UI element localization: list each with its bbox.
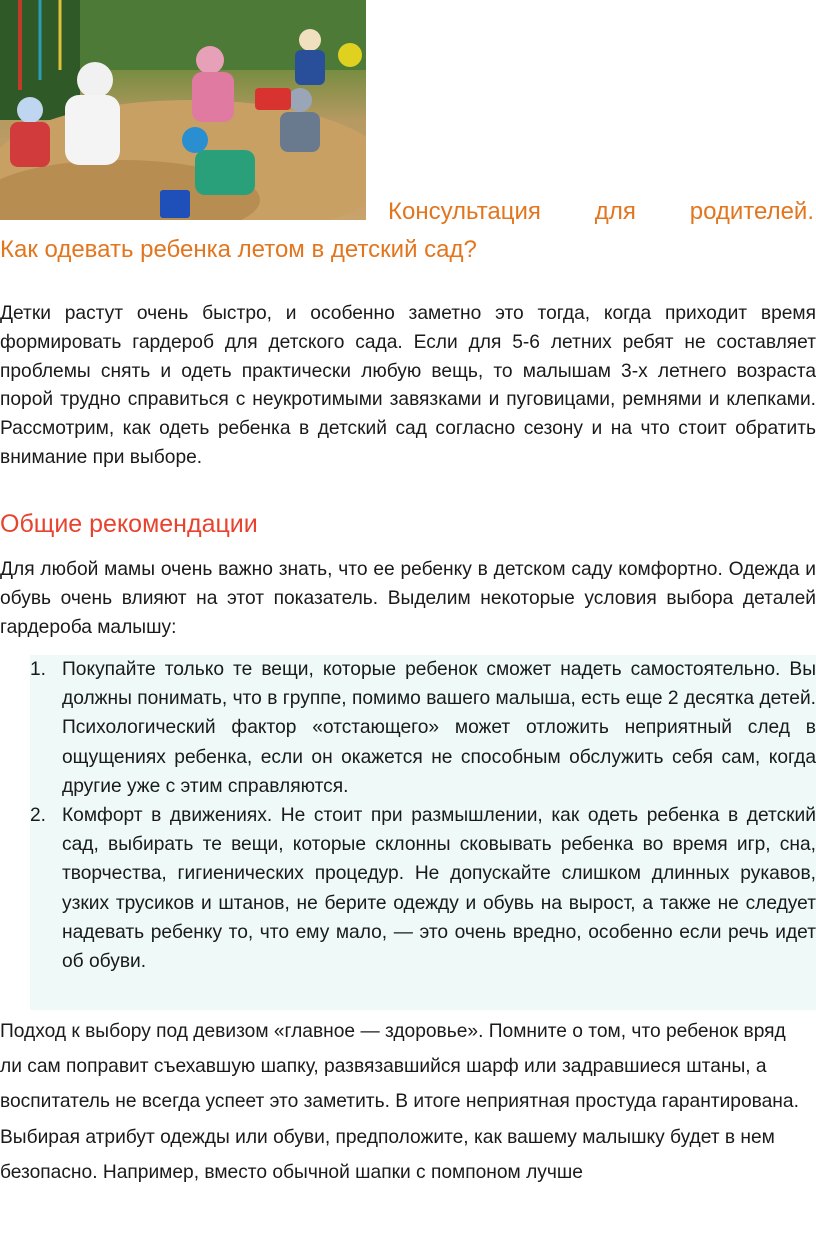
photo-illustration [0,0,366,220]
list-item [0,801,816,976]
title-line-1: Консультация для родителей. [388,198,814,225]
list-item-number: 1. [30,659,47,680]
list-item-text: Комфорт в движениях. Не стоит при размышлении, как одеть ребенка в детский сад, выбирать те вещи, которые склонны сковывать ребенка во время игр, сна, творчества, гигиенических процедур. Не допускайте слишком длинных рукавов, узких трусиков и штанов, не берите одежду и обувь на вырост, а также не следует надевать ребенку то, что ему мало, — это очень вредно, особенно если речь идет об обуви. [62,805,816,973]
list-item-number: 2. [30,805,47,827]
recommendations-list [0,655,816,976]
children-sandbox-photo [0,0,366,220]
intro-paragraph: Детки растут очень быстро, и особенно заметно это тогда, когда приходит время формировать гардероб для детского сада. Если для 5-6 летних ребят не составляет проблемы снять и одеть практически любую вещь, то малышам 3-х летнего возраста порой трудно справиться с неукротимыми завязками и пуговицами, ремнями и клепками. Рассмотрим, как одеть ребенка в детский сад согласно сезону и на что стоит обратить внимание при выборе. [0,303,816,468]
title-line-2: Как одевать ребенка летом в детский сад? [0,236,477,263]
closing-paragraph: Подход к выбору под девизом «главное — здоровье». Помните о том, что ребенок вряд ли сам поправит съехавшую шапку, развязавшийся шарф или задравшиеся штаны, а воспитатель не всегда успеет это заметить. В итоге неприятная простуда гарантирована. Выбирая атрибут одежды или обуви, предположите, как вашему малышку будет в нем безопасно. Например, вместо обычной шапки с помпоном лучше [0,1021,799,1183]
section-lead-paragraph: Для любой мамы очень важно знать, что ее ребенку в детском саду комфортно. Одежда и обувь очень влияют на этот показатель. Выделим некоторые условия выбора деталей гардероба малышу: [0,559,816,638]
list-item [0,655,816,801]
section-heading: Общие рекомендации [0,510,258,538]
list-item-text: Покупайте только те вещи, которые ребенок сможет надеть самостоятельно. Вы должны понимать, что в группе, помимо вашего малыша, есть еще 2 десятка детей. Психологический фактор «отстающего» может отложить неприятный след в ощущениях ребенка, если он окажется не способным обслужить себя сам, когда другие уже с этим справляются. [62,659,816,797]
